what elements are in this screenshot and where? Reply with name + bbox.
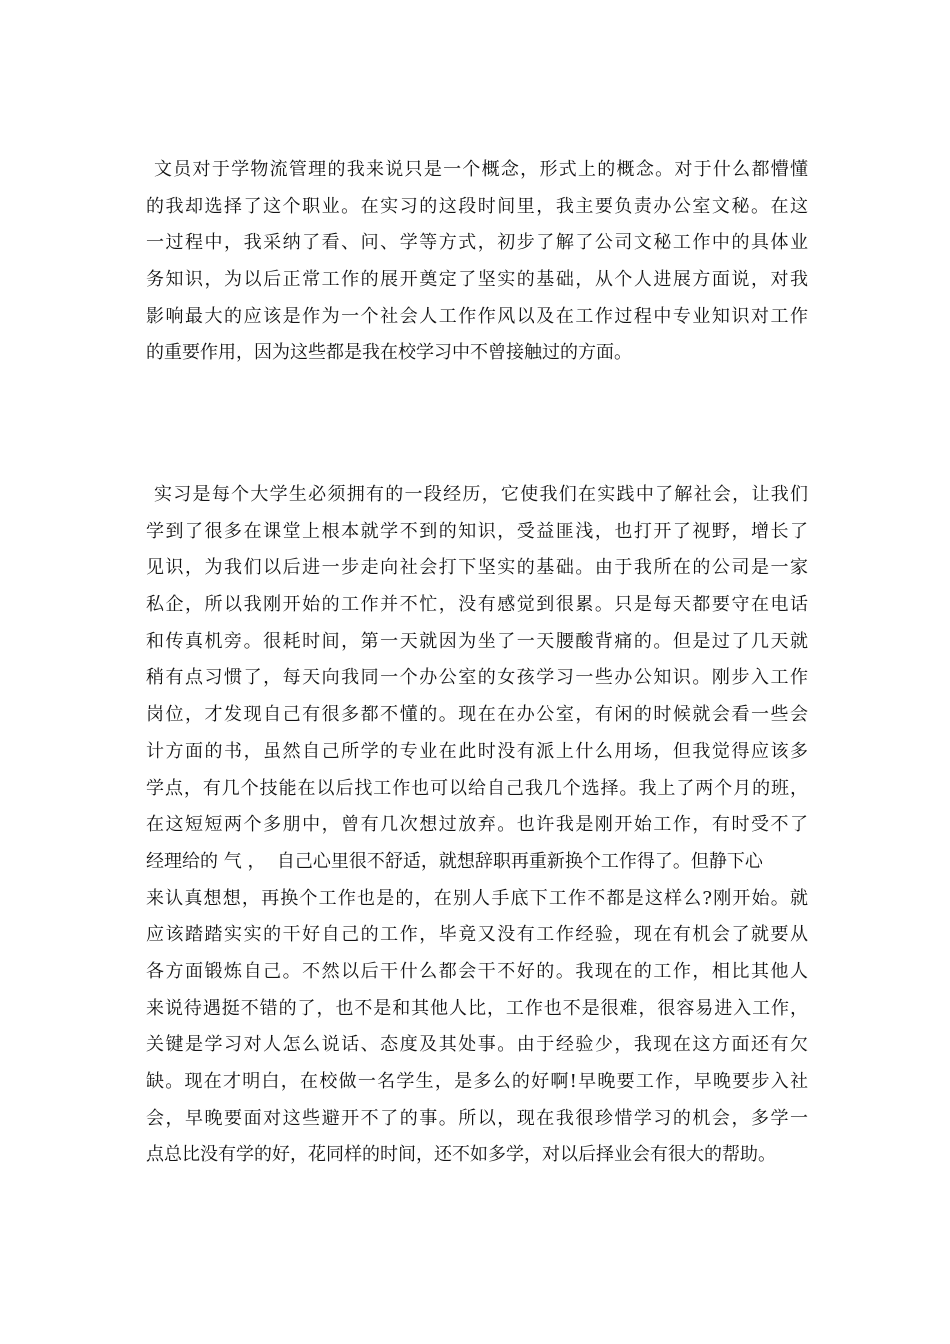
paragraph-internship xyxy=(146,477,808,1174)
text-line: 经理给的 气 ， 自己心里很不舒适，就想辞职再重新换个工作得了。但静下心 xyxy=(146,850,763,872)
text-line: 计方面的书，虽然自己所学的专业在此时没有派上什么用场，但我觉得应该多 xyxy=(146,740,808,762)
text-line: 文员对于学物流管理的我来说只是一个概念，形式上的概念。对于什么都懵懂 xyxy=(154,159,808,180)
text-line: 和传真机旁。很耗时间，第一天就因为坐了一天腰酸背痛的。但是过了几天就 xyxy=(146,630,808,652)
text-line: 见识，为我们以后进一步走向社会打下坚实的基础。由于我所在的公司是一家 xyxy=(146,557,808,579)
text-line: 私企，所以我刚开始的工作并不忙，没有感觉到很累。只是每天都要守在电话 xyxy=(146,594,808,616)
text-line: 实习是每个大学生必须拥有的一段经历，它使我们在实践中了解社会，让我们 xyxy=(154,484,808,505)
text-line: 的我却选择了这个职业。在实习的这段时间里，我主要负责办公室文秘。在这 xyxy=(146,195,808,217)
text-line: 学到了很多在课堂上根本就学不到的知识，受益匪浅，也打开了视野，增长了 xyxy=(146,520,808,542)
text-line: 缺。现在才明白，在校做一名学生，是多么的好啊!早晚要工作，早晚要步入社 xyxy=(146,1071,808,1092)
text-line: 会，早晚要面对这些避开不了的事。所以，现在我很珍惜学习的机会，多学一 xyxy=(146,1107,808,1129)
text-line: 来认真想想，再换个工作也是的，在别人手底下工作不都是这样么?刚开始。就 xyxy=(146,887,808,909)
text-line: 关键是学习对人怎么说话、态度及其处事。由于经验少，我现在这方面还有欠 xyxy=(146,1034,808,1056)
text-line: 的重要作用，因为这些都是我在校学习中不曾接触过的方面。 xyxy=(146,342,632,364)
text-line: 来说待遇挺不错的了，也不是和其他人比，工作也不是很难，很容易进入工作， xyxy=(146,997,808,1019)
text-line: 岗位，才发现自己有很多都不懂的。现在在办公室，有闲的时候就会看一些会 xyxy=(146,704,808,726)
text-line: 务知识，为以后正常工作的展开奠定了坚实的基础，从个人进展方面说，对我 xyxy=(146,269,808,291)
text-line: 影响最大的应该是作为一个社会人工作作风以及在工作过程中专业知识对工作 xyxy=(146,305,808,327)
text-line: 各方面锻炼自己。不然以后干什么都会干不好的。我现在的工作，相比其他人 xyxy=(146,960,808,982)
text-line: 应该踏踏实实的干好自己的工作，毕竟又没有工作经验，现在有机会了就要从 xyxy=(146,924,808,946)
text-line: 一过程中，我采纳了看、问、学等方式，初步了解了公司文秘工作中的具体业 xyxy=(146,232,808,254)
paragraph-intro xyxy=(146,152,808,372)
text-line: 在这短短两个多朋中，曾有几次想过放弃。也许我是刚开始工作，有时受不了 xyxy=(146,814,808,836)
text-line: 稍有点习惯了，每天向我同一个办公室的女孩学习一些办公知识。刚步入工作 xyxy=(146,667,808,689)
text-line: 学点，有几个技能在以后找工作也可以给自己我几个选择。我上了两个月的班， xyxy=(146,777,808,799)
text-line: 点总比没有学的好，花同样的时间，还不如多学，对以后择业会有很大的帮助。 xyxy=(146,1144,776,1166)
